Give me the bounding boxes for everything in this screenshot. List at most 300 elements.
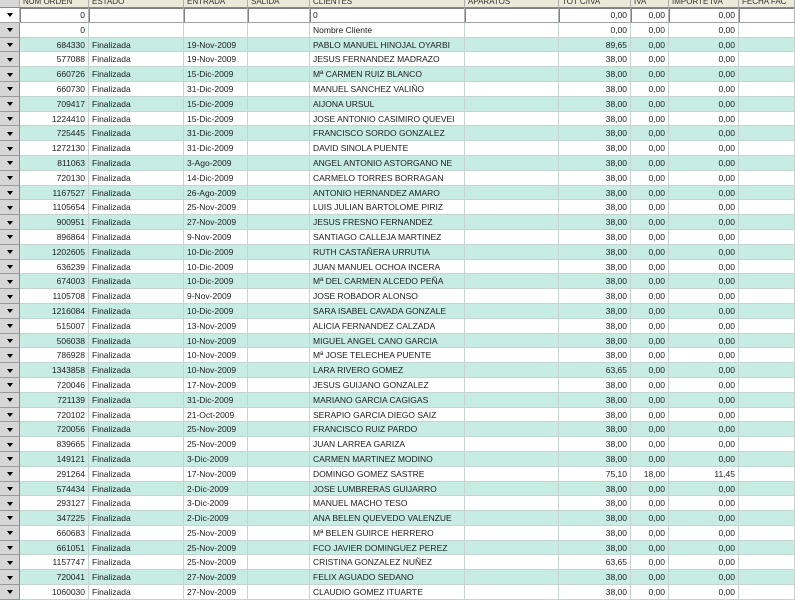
cell-cliente[interactable]: ALICIA FERNANDEZ CALZADA [310,319,465,334]
cell-entrada[interactable]: 2-Dic-2009 [184,511,248,526]
cell-estado[interactable]: Finalizada [89,171,184,186]
cell-cliente[interactable]: JOSE ANTONIO CASIMIRO QUEVEI [310,112,465,127]
row-selector[interactable] [0,186,20,201]
cell-tot-con-iva[interactable]: 38,00 [559,541,631,556]
cell-num-orden[interactable]: 347225 [20,511,89,526]
cell-fecha-fac[interactable] [739,348,795,363]
cell-aparatos[interactable] [465,38,559,53]
cell-cliente[interactable]: ANGEL ANTONIO ASTORGANO NE [310,156,465,171]
cell-aparatos[interactable] [465,422,559,437]
cell-aparatos[interactable] [465,82,559,97]
cell-num-orden[interactable]: 720056 [20,422,89,437]
cell-cliente[interactable]: JESUS FERNANDEZ MADRAZO [310,52,465,67]
cell-aparatos[interactable] [465,437,559,452]
row-selector[interactable] [0,511,20,526]
table-row[interactable] [0,526,795,541]
cell-entrada[interactable]: 25-Nov-2009 [184,422,248,437]
cell-aparatos[interactable] [465,260,559,275]
cell-aparatos[interactable] [465,304,559,319]
cell-iva[interactable]: 0,00 [631,422,669,437]
cell-estado[interactable]: Finalizada [89,52,184,67]
row-selector[interactable] [0,97,20,112]
cell-entrada[interactable]: 25-Nov-2009 [184,555,248,570]
cell-fecha-fac[interactable] [739,23,795,38]
table-row[interactable] [0,67,795,82]
cell-entrada[interactable]: 27-Nov-2009 [184,570,248,585]
table-row[interactable] [0,541,795,556]
cell-importe-iva[interactable]: 0,00 [669,260,739,275]
cell-estado[interactable]: Finalizada [89,260,184,275]
cell-entrada[interactable]: 17-Nov-2009 [184,378,248,393]
cell-num-orden[interactable]: 674003 [20,274,89,289]
row-selector[interactable] [0,304,20,319]
cell-fecha-fac[interactable] [739,496,795,511]
cell-cliente[interactable]: Mª BELEN GUIRCE HERRERO [310,526,465,541]
cell-aparatos[interactable] [465,570,559,585]
cell-iva[interactable]: 0,00 [631,38,669,53]
cell-num-orden[interactable]: 0 [20,23,89,38]
cell-iva[interactable]: 0,00 [631,363,669,378]
cell-salida[interactable] [248,496,310,511]
cell-aparatos[interactable] [465,452,559,467]
cell-tot-con-iva[interactable]: 38,00 [559,334,631,349]
cell-aparatos[interactable] [465,585,559,600]
cell-tot-con-iva[interactable]: 38,00 [559,570,631,585]
cell-fecha-fac[interactable] [739,378,795,393]
filter-row-selector[interactable] [0,8,20,23]
cell-importe-iva[interactable]: 0,00 [669,186,739,201]
row-selector[interactable] [0,467,20,482]
cell-tot-con-iva[interactable]: 38,00 [559,260,631,275]
cell-estado[interactable]: Finalizada [89,511,184,526]
cell-tot-con-iva[interactable]: 38,00 [559,215,631,230]
table-row[interactable] [0,23,795,38]
cell-aparatos[interactable] [465,348,559,363]
cell-entrada[interactable]: 15-Dic-2009 [184,97,248,112]
cell-entrada[interactable]: 10-Dic-2009 [184,304,248,319]
cell-iva[interactable]: 0,00 [631,348,669,363]
cell-fecha-fac[interactable] [739,393,795,408]
cell-importe-iva[interactable]: 0,00 [669,348,739,363]
filter-tot-con-iva-input[interactable]: 0,00 [559,8,631,23]
cell-tot-con-iva[interactable]: 38,00 [559,452,631,467]
cell-num-orden[interactable]: 1167527 [20,186,89,201]
cell-importe-iva[interactable]: 0,00 [669,511,739,526]
cell-cliente[interactable]: MARIANO GARCIA CAGIGAS [310,393,465,408]
cell-aparatos[interactable] [465,126,559,141]
cell-fecha-fac[interactable] [739,186,795,201]
filter-iva-input[interactable]: 0,00 [631,8,669,23]
cell-fecha-fac[interactable] [739,408,795,423]
table-row[interactable] [0,260,795,275]
cell-num-orden[interactable]: 1343858 [20,363,89,378]
row-selector[interactable] [0,38,20,53]
cell-entrada[interactable]: 15-Dic-2009 [184,67,248,82]
cell-num-orden[interactable]: 1272130 [20,141,89,156]
cell-importe-iva[interactable]: 0,00 [669,289,739,304]
cell-estado[interactable]: Finalizada [89,289,184,304]
cell-tot-con-iva[interactable]: 63,65 [559,555,631,570]
cell-fecha-fac[interactable] [739,67,795,82]
cell-fecha-fac[interactable] [739,245,795,260]
cell-tot-con-iva[interactable]: 63,65 [559,363,631,378]
cell-entrada[interactable]: 10-Nov-2009 [184,334,248,349]
cell-aparatos[interactable] [465,496,559,511]
row-selector[interactable] [0,570,20,585]
cell-entrada[interactable]: 21-Oct-2009 [184,408,248,423]
cell-num-orden[interactable]: 709417 [20,97,89,112]
cell-entrada[interactable]: 10-Dic-2009 [184,274,248,289]
row-selector[interactable] [0,334,20,349]
cell-iva[interactable]: 0,00 [631,186,669,201]
cell-num-orden[interactable]: 1224410 [20,112,89,127]
table-row[interactable] [0,437,795,452]
cell-fecha-fac[interactable] [739,482,795,497]
row-selector[interactable] [0,585,20,600]
cell-importe-iva[interactable]: 0,00 [669,82,739,97]
cell-aparatos[interactable] [465,555,559,570]
cell-importe-iva[interactable]: 0,00 [669,437,739,452]
cell-entrada[interactable]: 31-Dic-2009 [184,126,248,141]
cell-importe-iva[interactable]: 0,00 [669,141,739,156]
header-iva[interactable]: IVA [631,0,669,8]
cell-estado[interactable]: Finalizada [89,378,184,393]
cell-fecha-fac[interactable] [739,334,795,349]
cell-cliente[interactable]: CARMEN MARTINEZ MODINO [310,452,465,467]
cell-iva[interactable]: 0,00 [631,82,669,97]
header-importe-iva[interactable]: IMPORTE IVA [669,0,739,8]
cell-cliente[interactable]: DOMINGO GOMEZ SASTRE [310,467,465,482]
cell-aparatos[interactable] [465,230,559,245]
cell-iva[interactable]: 0,00 [631,245,669,260]
cell-estado[interactable]: Finalizada [89,363,184,378]
cell-importe-iva[interactable]: 0,00 [669,452,739,467]
table-row[interactable] [0,378,795,393]
row-selector[interactable] [0,200,20,215]
cell-tot-con-iva[interactable]: 38,00 [559,422,631,437]
cell-cliente[interactable]: FCO JAVIER DOMINGUEZ PEREZ [310,541,465,556]
cell-cliente[interactable]: FRANCISCO RUIZ PARDO [310,422,465,437]
cell-salida[interactable] [248,378,310,393]
cell-iva[interactable]: 0,00 [631,541,669,556]
cell-tot-con-iva[interactable]: 38,00 [559,141,631,156]
cell-num-orden[interactable]: 684330 [20,38,89,53]
cell-iva[interactable]: 0,00 [631,200,669,215]
row-selector[interactable] [0,452,20,467]
cell-importe-iva[interactable]: 0,00 [669,496,739,511]
cell-estado[interactable]: Finalizada [89,482,184,497]
table-row[interactable] [0,319,795,334]
cell-num-orden[interactable]: 660683 [20,526,89,541]
row-selector[interactable] [0,215,20,230]
cell-salida[interactable] [248,200,310,215]
cell-importe-iva[interactable]: 0,00 [669,38,739,53]
cell-aparatos[interactable] [465,274,559,289]
row-selector[interactable] [0,171,20,186]
cell-salida[interactable] [248,171,310,186]
cell-cliente[interactable]: Mª DEL CARMEN ALCEDO PEÑA [310,274,465,289]
cell-iva[interactable]: 0,00 [631,319,669,334]
cell-tot-con-iva[interactable]: 38,00 [559,378,631,393]
cell-entrada[interactable]: 9-Nov-2009 [184,289,248,304]
cell-tot-con-iva[interactable]: 38,00 [559,112,631,127]
cell-aparatos[interactable] [465,408,559,423]
cell-num-orden[interactable]: 811063 [20,156,89,171]
cell-num-orden[interactable]: 839665 [20,437,89,452]
cell-num-orden[interactable]: 720046 [20,378,89,393]
cell-cliente[interactable]: Mª CARMEN RUIZ BLANCO [310,67,465,82]
cell-entrada[interactable]: 31-Dic-2009 [184,141,248,156]
cell-salida[interactable] [248,97,310,112]
cell-fecha-fac[interactable] [739,260,795,275]
cell-iva[interactable]: 0,00 [631,378,669,393]
table-row[interactable] [0,112,795,127]
cell-fecha-fac[interactable] [739,541,795,556]
table-row[interactable] [0,141,795,156]
cell-iva[interactable]: 0,00 [631,215,669,230]
cell-estado[interactable]: Finalizada [89,82,184,97]
cell-aparatos[interactable] [465,245,559,260]
cell-iva[interactable]: 0,00 [631,289,669,304]
cell-cliente[interactable]: PABLO MANUEL HINOJAL OYARBI [310,38,465,53]
header-fecha-fac[interactable]: FECHA FAC [739,0,795,8]
cell-num-orden[interactable]: 1216084 [20,304,89,319]
cell-entrada[interactable] [184,23,248,38]
cell-num-orden[interactable]: 1105708 [20,289,89,304]
cell-tot-con-iva[interactable]: 38,00 [559,408,631,423]
cell-estado[interactable]: Finalizada [89,408,184,423]
cell-fecha-fac[interactable] [739,319,795,334]
cell-aparatos[interactable] [465,319,559,334]
cell-iva[interactable]: 0,00 [631,452,669,467]
cell-aparatos[interactable] [465,289,559,304]
cell-importe-iva[interactable]: 0,00 [669,555,739,570]
cell-aparatos[interactable] [465,97,559,112]
header-row-selector[interactable] [0,0,20,8]
cell-salida[interactable] [248,141,310,156]
cell-entrada[interactable]: 13-Nov-2009 [184,319,248,334]
cell-aparatos[interactable] [465,363,559,378]
cell-num-orden[interactable]: 720130 [20,171,89,186]
cell-tot-con-iva[interactable]: 38,00 [559,200,631,215]
table-row[interactable] [0,289,795,304]
cell-estado[interactable]: Finalizada [89,348,184,363]
cell-aparatos[interactable] [465,156,559,171]
cell-fecha-fac[interactable] [739,97,795,112]
cell-entrada[interactable]: 26-Ago-2009 [184,186,248,201]
cell-salida[interactable] [248,526,310,541]
cell-importe-iva[interactable]: 0,00 [669,274,739,289]
row-selector[interactable] [0,348,20,363]
row-selector[interactable] [0,378,20,393]
row-selector[interactable] [0,126,20,141]
cell-num-orden[interactable]: 786928 [20,348,89,363]
filter-entrada-input[interactable] [184,8,248,23]
cell-salida[interactable] [248,112,310,127]
row-selector[interactable] [0,363,20,378]
cell-num-orden[interactable]: 149121 [20,452,89,467]
cell-salida[interactable] [248,245,310,260]
cell-tot-con-iva[interactable]: 38,00 [559,245,631,260]
cell-iva[interactable]: 0,00 [631,156,669,171]
cell-importe-iva[interactable]: 11,45 [669,467,739,482]
cell-estado[interactable]: Finalizada [89,526,184,541]
cell-aparatos[interactable] [465,393,559,408]
row-selector[interactable] [0,393,20,408]
table-row[interactable] [0,363,795,378]
cell-salida[interactable] [248,230,310,245]
cell-estado[interactable]: Finalizada [89,570,184,585]
header-estado[interactable]: ESTADO [89,0,184,8]
row-selector[interactable] [0,82,20,97]
cell-tot-con-iva[interactable]: 38,00 [559,526,631,541]
table-row[interactable] [0,245,795,260]
cell-estado[interactable]: Finalizada [89,230,184,245]
row-selector[interactable] [0,289,20,304]
cell-tot-con-iva[interactable]: 38,00 [559,289,631,304]
cell-num-orden[interactable]: 720102 [20,408,89,423]
table-row[interactable] [0,52,795,67]
row-selector[interactable] [0,67,20,82]
cell-iva[interactable]: 0,00 [631,97,669,112]
table-row[interactable] [0,348,795,363]
cell-entrada[interactable]: 10-Dic-2009 [184,260,248,275]
table-row[interactable] [0,215,795,230]
header-tot-con-iva[interactable]: TOT C/IVA [559,0,631,8]
table-row[interactable] [0,274,795,289]
row-selector[interactable] [0,482,20,497]
header-clientes[interactable]: CLIENTES [310,0,465,8]
cell-cliente[interactable]: SANTIAGO CALLEJA MARTINEZ [310,230,465,245]
cell-estado[interactable]: Finalizada [89,541,184,556]
cell-aparatos[interactable] [465,482,559,497]
cell-aparatos[interactable] [465,467,559,482]
cell-salida[interactable] [248,289,310,304]
cell-salida[interactable] [248,156,310,171]
cell-cliente[interactable]: Nombre Cliente [310,23,465,38]
cell-importe-iva[interactable]: 0,00 [669,200,739,215]
cell-tot-con-iva[interactable]: 38,00 [559,52,631,67]
table-row[interactable] [0,496,795,511]
cell-salida[interactable] [248,52,310,67]
cell-aparatos[interactable] [465,112,559,127]
cell-estado[interactable]: Finalizada [89,186,184,201]
cell-iva[interactable]: 0,00 [631,526,669,541]
table-row[interactable] [0,230,795,245]
cell-fecha-fac[interactable] [739,52,795,67]
cell-estado[interactable]: Finalizada [89,200,184,215]
cell-estado[interactable]: Finalizada [89,334,184,349]
cell-cliente[interactable]: CRISTINA GONZALEZ NUÑEZ [310,555,465,570]
cell-estado[interactable]: Finalizada [89,496,184,511]
cell-importe-iva[interactable]: 0,00 [669,23,739,38]
cell-salida[interactable] [248,348,310,363]
cell-tot-con-iva[interactable]: 0,00 [559,23,631,38]
cell-iva[interactable]: 0,00 [631,141,669,156]
row-selector[interactable] [0,319,20,334]
cell-num-orden[interactable]: 577088 [20,52,89,67]
cell-importe-iva[interactable]: 0,00 [669,541,739,556]
filter-aparatos-input[interactable] [465,8,559,23]
cell-salida[interactable] [248,570,310,585]
cell-importe-iva[interactable]: 0,00 [669,245,739,260]
table-row[interactable] [0,156,795,171]
cell-tot-con-iva[interactable]: 89,65 [559,38,631,53]
cell-estado[interactable]: Finalizada [89,585,184,600]
cell-estado[interactable]: Finalizada [89,467,184,482]
cell-importe-iva[interactable]: 0,00 [669,334,739,349]
filter-importe-iva-input[interactable]: 0,00 [669,8,739,23]
cell-tot-con-iva[interactable]: 38,00 [559,319,631,334]
cell-entrada[interactable]: 31-Dic-2009 [184,393,248,408]
cell-fecha-fac[interactable] [739,422,795,437]
row-selector[interactable] [0,260,20,275]
cell-fecha-fac[interactable] [739,215,795,230]
cell-fecha-fac[interactable] [739,230,795,245]
cell-iva[interactable]: 0,00 [631,23,669,38]
cell-salida[interactable] [248,260,310,275]
cell-fecha-fac[interactable] [739,289,795,304]
cell-salida[interactable] [248,126,310,141]
cell-estado[interactable]: Finalizada [89,97,184,112]
cell-tot-con-iva[interactable]: 38,00 [559,496,631,511]
cell-iva[interactable]: 0,00 [631,126,669,141]
cell-cliente[interactable]: JUAN MANUEL OCHOA INCERA [310,260,465,275]
row-selector[interactable] [0,230,20,245]
cell-num-orden[interactable]: 900951 [20,215,89,230]
cell-iva[interactable]: 0,00 [631,585,669,600]
cell-iva[interactable]: 0,00 [631,230,669,245]
cell-iva[interactable]: 18,00 [631,467,669,482]
row-selector[interactable] [0,112,20,127]
cell-aparatos[interactable] [465,52,559,67]
cell-entrada[interactable]: 10-Dic-2009 [184,245,248,260]
cell-entrada[interactable]: 2-Dic-2009 [184,482,248,497]
cell-aparatos[interactable] [465,541,559,556]
cell-aparatos[interactable] [465,511,559,526]
cell-cliente[interactable]: ANA BELEN QUEVEDO VALENZUE [310,511,465,526]
cell-importe-iva[interactable]: 0,00 [669,52,739,67]
cell-num-orden[interactable]: 660726 [20,67,89,82]
cell-iva[interactable]: 0,00 [631,171,669,186]
cell-salida[interactable] [248,482,310,497]
cell-aparatos[interactable] [465,215,559,230]
cell-num-orden[interactable]: 721139 [20,393,89,408]
cell-estado[interactable]: Finalizada [89,452,184,467]
cell-tot-con-iva[interactable]: 38,00 [559,393,631,408]
cell-estado[interactable]: Finalizada [89,304,184,319]
row-selector[interactable] [0,156,20,171]
cell-tot-con-iva[interactable]: 75,10 [559,467,631,482]
cell-tot-con-iva[interactable]: 38,00 [559,82,631,97]
cell-importe-iva[interactable]: 0,00 [669,304,739,319]
table-row[interactable] [0,511,795,526]
cell-entrada[interactable]: 3-Dic-2009 [184,496,248,511]
cell-entrada[interactable]: 19-Nov-2009 [184,52,248,67]
cell-estado[interactable]: Finalizada [89,215,184,230]
table-row[interactable] [0,422,795,437]
cell-fecha-fac[interactable] [739,452,795,467]
cell-estado[interactable]: Finalizada [89,112,184,127]
cell-cliente[interactable]: CLAUDIO GOMEZ ITUARTE [310,585,465,600]
cell-salida[interactable] [248,334,310,349]
cell-entrada[interactable]: 19-Nov-2009 [184,38,248,53]
cell-salida[interactable] [248,541,310,556]
cell-num-orden[interactable]: 896864 [20,230,89,245]
cell-importe-iva[interactable]: 0,00 [669,393,739,408]
cell-salida[interactable] [248,452,310,467]
cell-tot-con-iva[interactable]: 38,00 [559,230,631,245]
